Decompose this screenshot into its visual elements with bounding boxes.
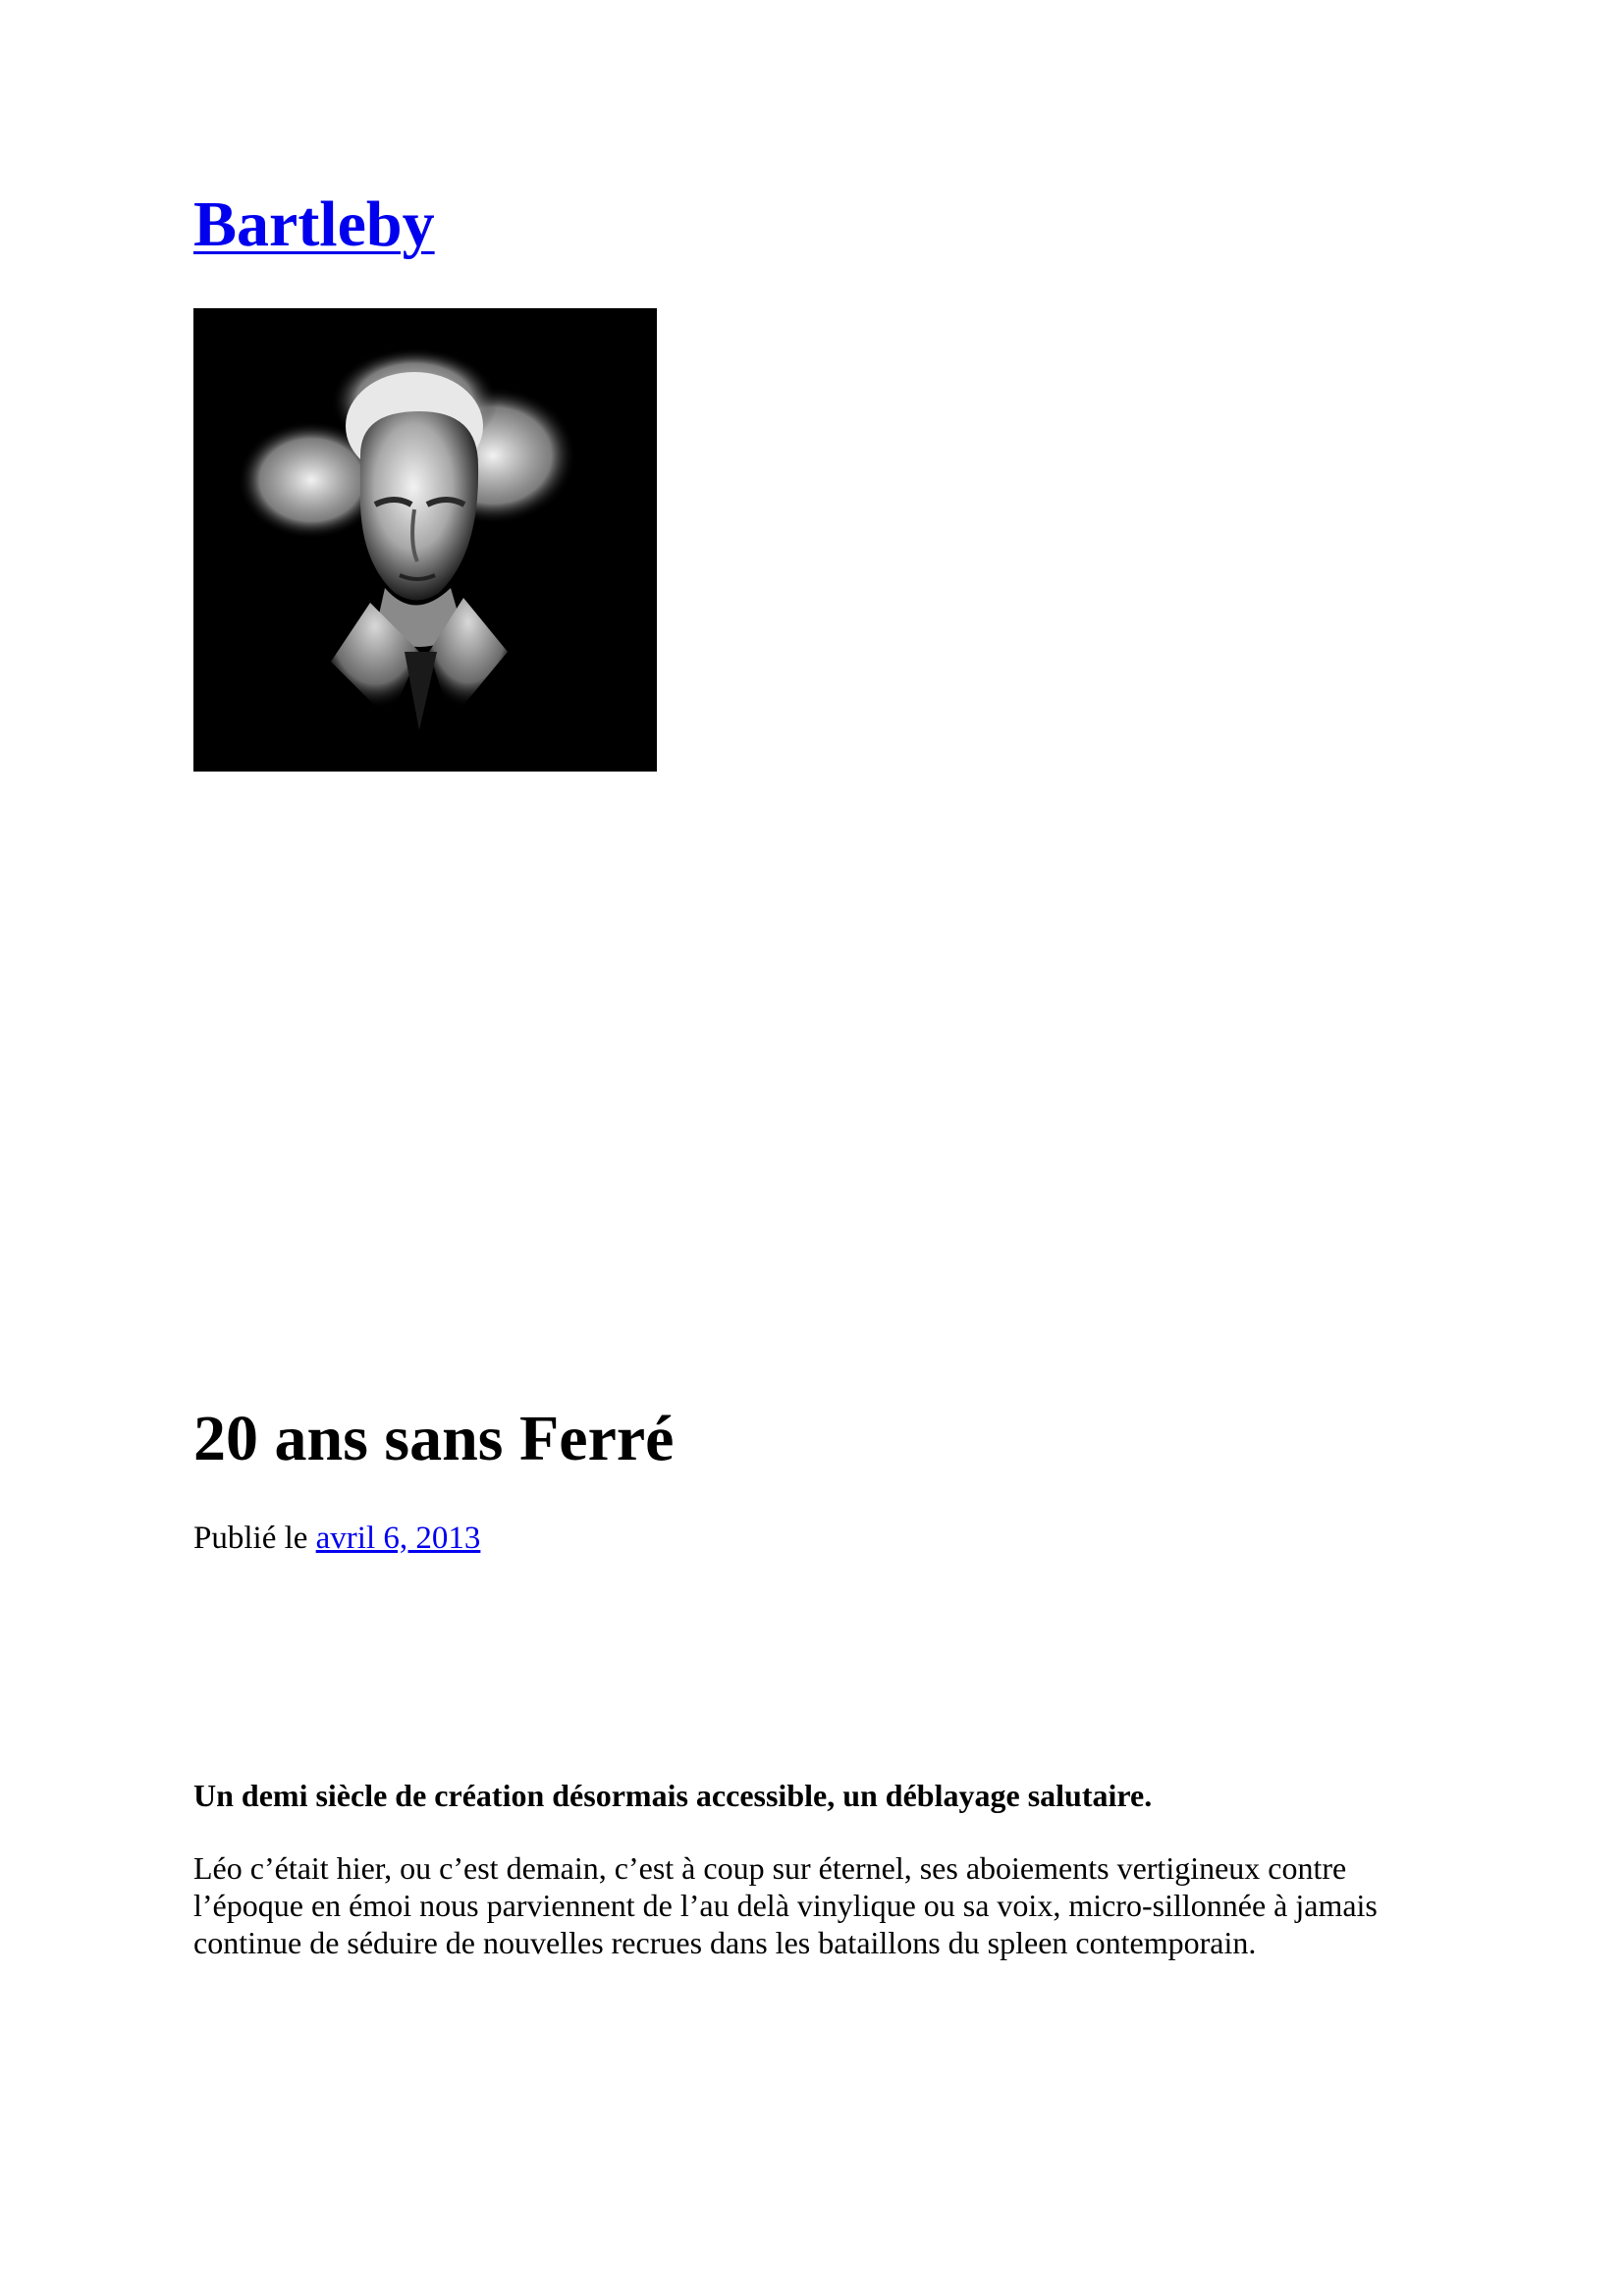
post-lead: Un demi siècle de création désormais accessible, un déblayage salutaire. — [193, 1778, 1153, 1813]
post-body — [193, 1849, 1470, 1961]
post-meta — [193, 1520, 480, 1559]
body-line: Léo c’était hier, ou c’est demain, c’est à coup sur éternel, ses aboiements vertigineux contre — [193, 1850, 1347, 1886]
portrait-photo — [193, 308, 657, 772]
site-title-link[interactable]: Bartleby — [193, 188, 435, 260]
post-title: 20 ans sans Ferré — [193, 1403, 675, 1474]
body-line: l’époque en émoi nous parviennent de l’au delà vinylique ou sa voix, micro-sillonnée à jamais — [193, 1888, 1378, 1923]
portrait-image — [193, 308, 657, 772]
post-date-link[interactable]: avril 6, 2013 — [315, 1521, 481, 1556]
body-line: continue de séduire de nouvelles recrues dans les bataillons du spleen contemporain. — [193, 1925, 1257, 1960]
published-label: Publié le — [193, 1521, 316, 1556]
